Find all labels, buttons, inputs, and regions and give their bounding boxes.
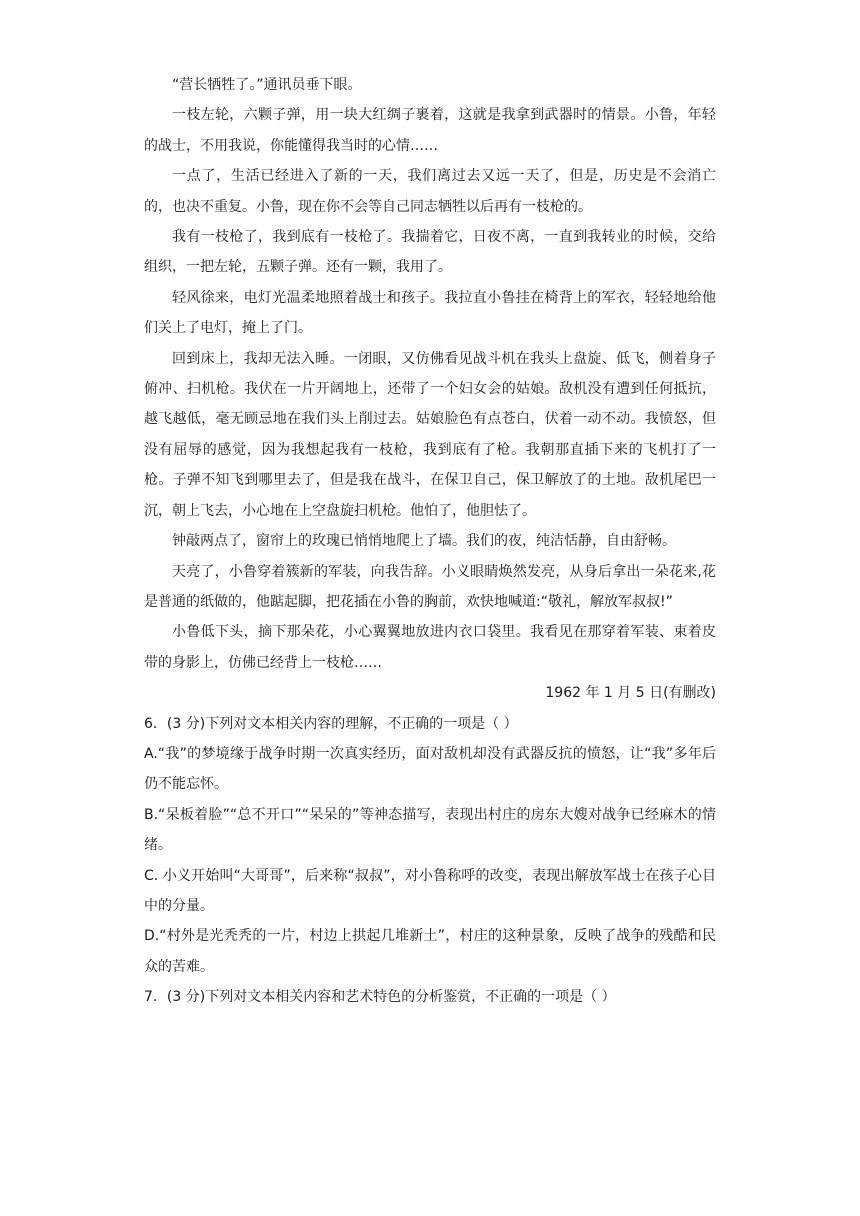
paragraph-7: 钟敲两点了，窗帘上的玫瑰已悄悄地爬上了墙。我们的夜，纯洁恬静，自由舒畅。 [172,533,676,550]
paragraph-4: 我有一枝枪了，我到底有一枝枪了。我揣着它，日夜不离，一直到我转业的时候，交给组织，一把左轮，五颗子弹。还有一颗，我用了。 [144,229,716,276]
paragraph-5: 轻风徐来，电灯光温柔地照着战士和孩子。我拉直小鲁挂在椅背上的军衣，轻轻地给他们关上了电灯，掩上了门。 [144,289,716,337]
paragraph-9: 小鲁低下头，摘下那朵花，小心翼翼地放进内衣口袋里。我看见在那穿着军装、束着皮带的身影上，仿佛已经背上一枝枪…… [144,624,716,671]
paragraph-1: “营长牺牲了。”通讯员垂下眼。 [172,77,362,93]
date-line: 1962 年 1 月 5 日(有删改) [545,685,716,702]
question-7-stem: 7．(3 分)下列对文本相关内容和艺术特色的分析鉴赏，不正确的一项是（ ） [144,989,616,1006]
question-6-option-b: B.“呆板着脸”“总不开口”“呆呆的”等神态描写，表现出村庄的房东大嫂对战争已经麻木的情绪。 [144,806,716,854]
paragraph-2: 一枝左轮，六颗子弹，用一块大红绸子裹着，这就是我拿到武器时的情景。小鲁，年轻的战士，不用我说，你能懂得我当时的心情…… [144,107,716,154]
paragraph-3: 一点了，生活已经进入了新的一天，我们离过去又远一天了，但是，历史是不会消亡的，也决不重复。小鲁，现在你不会等自己同志牺牲以后再有一枝枪的。 [144,168,716,215]
paragraph-6: 回到床上，我却无法入睡。一闭眼，又仿佛看见战斗机在我头上盘旋、低飞，侧着身子俯冲、扫机枪。我伏在一片开阔地上，还带了一个妇女会的姑娘。敌机没有遭到任何抵抗，越飞越低，毫无顾忌地在我们头上削过去。姑娘脸色有点苍白，伏着一动不动。我愤怒，但没有屈辱的感觉，因为我想起我有一枝枪，我到底有了枪。我朝那直插下来的飞机打了一枪。子弹不知飞到哪里去了，但是我在战斗，在保卫自己，保卫解放了的土地。敌机尾巴一沉，朝上飞去，小心地在上空盘旋扫机枪。他怕了，他胆怯了。 [144,350,716,519]
question-6-option-a: A.“我”的梦境缘于战争时期一次真实经历，面对敌机却没有武器反抗的愤怒，让“我”多年后仍不能忘怀。 [144,745,716,793]
question-6-stem: 6．(3 分)下列对文本相关内容的理解，不正确的一项是（ ） [144,715,518,732]
question-6-option-d: D.“村外是光秃秃的一片，村边上拱起几堆新土”，村庄的这种景象，反映了战争的残酷和民众的苦难。 [144,928,716,975]
paragraph-8: 天亮了，小鲁穿着簇新的军装，向我告辞。小义眼睛焕然发亮，从身后拿出一朵花来,花是普通的纸做的，他踮起脚，把花插在小鲁的胸前，欢快地喊道:“敬礼，解放军叔叔!” [144,563,716,610]
question-6-option-c: C. 小义开始叫“大哥哥”，后来称“叔叔”，对小鲁称呼的改变，表现出解放军战士在孩子心目中的分量。 [144,867,716,914]
